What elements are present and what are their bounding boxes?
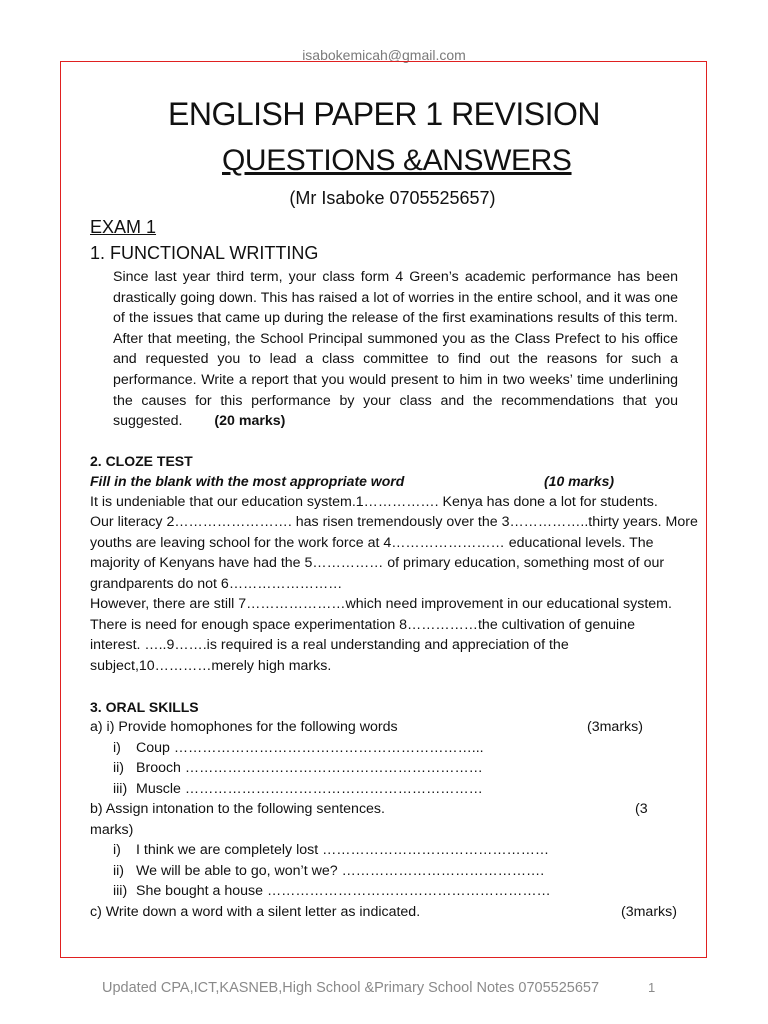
section2-instruction: Fill in the blank with the most appropriate word [90,473,405,489]
section1-body [113,267,678,432]
page-subtitle: QUESTIONS &ANSWERS [222,144,572,177]
section2-heading: 2. CLOZE TEST [90,453,193,469]
list-item: Brooch ……………………………………………………… [136,760,483,776]
part-c-question: c) Write down a word with a silent letter as indicated. [90,904,421,920]
list-item-num: iii) [113,883,128,899]
list-item: Coup ………………………………………………………... [136,740,484,756]
cloze-line: However, there are still 7…………………which need improvement in our educational system. [90,596,672,612]
cloze-line: There is need for enough space experimentation 8……………the cultivation of genuine [90,617,635,633]
list-item-num: iii) [113,781,128,797]
exam-heading: EXAM 1 [90,217,157,237]
part-c-marks: (3marks) [621,904,677,920]
list-item: I think we are completely lost ………………………………………… [136,842,550,858]
list-item-num: i) [113,842,121,858]
list-item-num: ii) [113,863,125,879]
cloze-line: grandparents do not 6…………………… [90,576,343,592]
list-item: Muscle ……………………………………………………… [136,781,483,797]
cloze-line: subject,10…………merely high marks. [90,658,332,674]
cloze-line: majority of Kenyans have had the 5…………… of primary education, something most of our [90,555,665,571]
section1-text: Since last year third term, your class form 4 Green’s academic performance has been drastically going down. This has raised a lot of worries in the entire school, and it was one of the issues that came up during the release of the first examinations results of this term. After that meeting, the School Principal summoned you as the Class Prefect to his office and requested you to lead a class committee to find out the reasons for such a performance. Write a report that you would present to him in two weeks’ time underlining the causes for this performance by your class and the recommendations that you suggested. [113,269,678,430]
cloze-line: interest. …..9…….is required is a real understanding and appreciation of the [90,637,569,653]
part-a-question: a) i) Provide homophones for the following words [90,719,398,735]
cloze-line: Our literacy 2……………………. has risen tremendously over the 3……………..thirty years. More [90,514,698,530]
cloze-line: It is undeniable that our education system.1……………. Kenya has done a lot for students. [90,494,658,510]
cloze-line: youths are leaving school for the work force at 4…………………… educational levels. The [90,535,654,551]
page-title: ENGLISH PAPER 1 REVISION [168,96,600,132]
list-item: We will be able to go, won’t we? ……………………………………. [136,863,545,879]
footer-text: Updated CPA,ICT,KASNEB,High School &Primary School Notes 0705525657 [102,980,600,996]
section1-marks: (20 marks) [214,413,286,430]
part-a-marks: (3marks) [587,719,643,735]
section2-marks: (10 marks) [544,473,615,489]
list-item-num: ii) [113,760,125,776]
section3-heading: 3. ORAL SKILLS [90,699,199,715]
section1-heading: 1. FUNCTIONAL WRITTING [90,243,319,263]
list-item-num: i) [113,740,121,756]
part-b-marks: (3 [635,801,648,817]
header-email[interactable]: isabokemicah@gmail.com [302,47,466,63]
author-line: (Mr Isaboke 0705525657) [289,188,496,208]
part-b-marks-cont: marks) [90,822,134,838]
list-item: She bought a house …………………………………………………… [136,883,551,899]
page-number: 1 [648,980,656,995]
part-b-question: b) Assign intonation to the following sentences. [90,801,385,817]
